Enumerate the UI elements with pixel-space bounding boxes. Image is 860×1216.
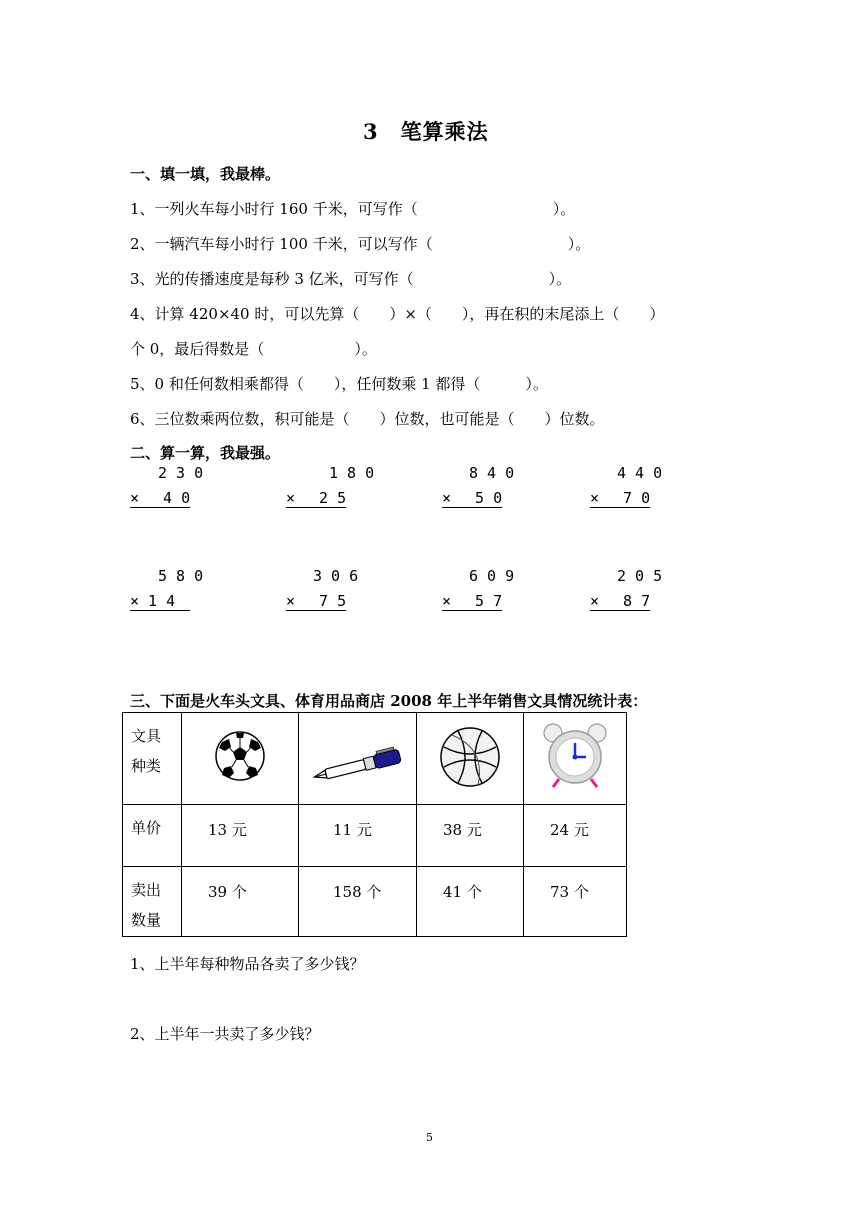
section-2-heading: 二、算一算，我最强。 (130, 444, 281, 462)
price-value: 11 元 (333, 821, 372, 839)
multiplicand: 3 0 6 (313, 567, 359, 585)
multiplier: × 5 0 (442, 489, 503, 507)
page-title: 3 笔算乘法 (363, 119, 489, 144)
row-label-line: 单价 (131, 819, 162, 837)
sold-value: 73 个 (550, 883, 589, 901)
multiplier: × 7 0 (590, 489, 651, 507)
alarm-clock-cell (524, 713, 627, 805)
sold-value: 41 个 (443, 883, 482, 901)
price-cell (524, 805, 627, 867)
multiplicand: 5 8 0 (158, 567, 204, 585)
sold-value: 39 个 (208, 883, 247, 901)
price-cell (417, 805, 524, 867)
row-label-line: 种类 (131, 757, 162, 775)
multiplier: × 4 0 (130, 489, 191, 507)
multiplier: × 7 5 (286, 592, 347, 610)
multiplicand: 2 0 5 (617, 567, 663, 585)
multiplier: × 8 7 (590, 592, 651, 610)
question-3-2: 2、上半年一共卖了多少钱？ (130, 1025, 320, 1043)
table-row-price (123, 805, 627, 867)
soccer-ball-icon (214, 730, 266, 782)
price-cell (182, 805, 299, 867)
row-label-line: 数量 (131, 911, 162, 929)
multiplicand: 8 4 0 (469, 464, 515, 482)
question-1-4b: 个 0，最后得数是（ ）。 (130, 340, 377, 358)
sales-table (122, 712, 627, 937)
price-value: 38 元 (443, 821, 482, 839)
multiplier: × 5 7 (442, 592, 503, 610)
row-label-sold (123, 867, 182, 937)
basketball-icon (438, 725, 502, 789)
section-1-heading: 一、填一填，我最棒。 (130, 165, 281, 183)
soccer-ball-cell (182, 713, 299, 805)
sold-value: 158 个 (333, 883, 382, 901)
price-cell (299, 805, 417, 867)
multiplier: × 2 5 (286, 489, 347, 507)
price-value: 13 元 (208, 821, 247, 839)
question-1-6: 6、三位数乘两位数，积可能是（ ）位数，也可能是（ ）位数。 (130, 410, 605, 428)
multiplicand: 2 3 0 (158, 464, 204, 482)
fountain-pen-cell (299, 713, 417, 805)
row-label-price (123, 805, 182, 867)
table-row-type (123, 713, 627, 805)
table-row-sold (123, 867, 627, 937)
page-number: 5 (426, 1131, 433, 1144)
row-label-type (123, 713, 182, 805)
multiplicand: 6 0 9 (469, 567, 515, 585)
sold-cell (299, 867, 417, 937)
question-1-3: 3、光的传播速度是每秒 3 亿米，可写作（ ）。 (130, 270, 572, 288)
alarm-clock-icon (539, 721, 611, 793)
basketball-cell (417, 713, 524, 805)
question-1-2: 2、一辆汽车每小时行 100 千米，可以写作（ ）。 (130, 235, 591, 253)
row-label-line: 卖出 (131, 881, 162, 899)
question-1-1: 1、一列火车每小时行 160 千米，可写作（ ）。 (130, 200, 576, 218)
multiplicand: 1 8 0 (329, 464, 375, 482)
multiplier: × 1 4 (130, 592, 191, 610)
sold-cell (417, 867, 524, 937)
fountain-pen-icon (308, 740, 408, 784)
section-3-heading: 三、下面是火车头文具、体育用品商店 2008 年上半年销售文具情况统计表： (130, 692, 648, 710)
multiplicand: 4 4 0 (617, 464, 663, 482)
question-1-4a: 4、计算 420×40 时，可以先算（ ）×（ ），再在积的末尾添上（ ） (130, 305, 665, 323)
row-label-line: 文具 (131, 727, 162, 745)
sold-cell (182, 867, 299, 937)
question-1-5: 5、0 和任何数相乘都得（ ），任何数乘 1 都得（ ）。 (130, 375, 548, 393)
price-value: 24 元 (550, 821, 589, 839)
sold-cell (524, 867, 627, 937)
question-3-1: 1、上半年每种物品各卖了多少钱？ (130, 955, 365, 973)
